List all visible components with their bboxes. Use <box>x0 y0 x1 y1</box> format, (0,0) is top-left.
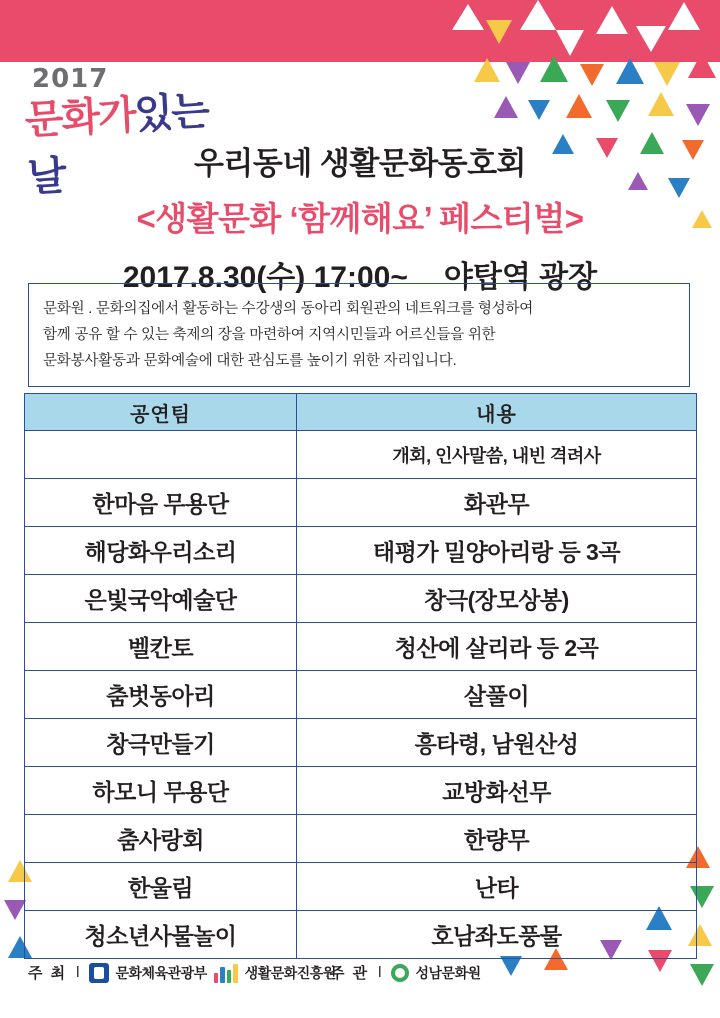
logo-line-a: 문화가 <box>23 92 136 144</box>
confetti-triangle <box>686 104 710 126</box>
cell-team: 벨칸토 <box>25 623 297 671</box>
host-group <box>28 962 336 983</box>
confetti-triangle <box>494 96 518 118</box>
host-separator: l <box>76 964 80 981</box>
column-header-content: 내용 <box>297 394 697 431</box>
cell-content: 흥타령, 남원산성 <box>297 719 697 767</box>
cell-team: 은빛국악예술단 <box>25 575 297 623</box>
event-date: 2017.8.30(수) 17:00~ <box>122 261 408 294</box>
table-row <box>25 719 697 767</box>
table-row <box>25 815 697 863</box>
poster-footer <box>0 954 720 1000</box>
cell-team: 하모니 무용단 <box>25 767 297 815</box>
confetti-triangle <box>528 100 550 120</box>
host-org-1: 문화체육관광부 <box>115 964 207 981</box>
description-line: 함께 공유 할 수 있는 축제의 장을 마련하여 지역시민들과 어르신들을 위한 <box>43 327 496 343</box>
table-row <box>25 671 697 719</box>
table-row <box>25 767 697 815</box>
culture-foundation-logo-icon <box>214 963 238 983</box>
cell-content: 태평가 밀양아리랑 등 3곡 <box>297 527 697 575</box>
cell-team: 해당화우리소리 <box>25 527 297 575</box>
confetti-triangle <box>606 100 630 122</box>
cell-content: 한량무 <box>297 815 697 863</box>
cell-content: 청산에 살리라 등 2곡 <box>297 623 697 671</box>
logo-line-b: 있는날 <box>26 88 209 201</box>
table-header-row <box>25 394 697 431</box>
cell-team: 청소년사물놀이 <box>25 911 297 959</box>
cell-content: 살풀이 <box>297 671 697 719</box>
description-line: 문화원 . 문화의집에서 활동하는 수강생의 동아리 회원관의 네트워크를 형성하여 <box>43 301 534 317</box>
cell-content: 화관무 <box>297 479 697 527</box>
logo-year: 2017 <box>32 64 109 94</box>
event-place: 야탑역 광장 <box>443 261 598 294</box>
cell-content: 교방화선무 <box>297 767 697 815</box>
cell-team: 춤사랑회 <box>25 815 297 863</box>
host-label: 주 최 <box>28 965 68 982</box>
organizer-group <box>330 962 481 983</box>
confetti-triangle <box>4 900 26 920</box>
cell-team: 한마음 무용단 <box>25 479 297 527</box>
table-row <box>25 575 697 623</box>
confetti-triangle <box>654 62 680 86</box>
program-table <box>24 393 697 959</box>
poster-headline <box>0 138 720 296</box>
cell-team: 창극만들기 <box>25 719 297 767</box>
table-row <box>25 431 697 479</box>
cell-content: 개회, 인사말씀, 내빈 격려사 <box>297 431 697 479</box>
headline-line-2: <생활문화 ‘함께해요’ 페스티벌> <box>136 200 584 237</box>
cell-content: 창극(장모상봉) <box>297 575 697 623</box>
cell-content: 호남좌도풍물 <box>297 911 697 959</box>
table-row <box>25 911 697 959</box>
table-row <box>25 623 697 671</box>
host-org-2: 생활문화진흥원 <box>244 964 336 981</box>
confetti-triangle <box>648 92 674 116</box>
headline-line-1: 우리동네 생활문화동호회 <box>193 146 527 181</box>
confetti-triangle <box>580 64 604 86</box>
cell-team <box>25 431 297 479</box>
table-row <box>25 479 697 527</box>
ministry-logo-icon <box>89 963 109 983</box>
description-box <box>28 283 690 387</box>
confetti-triangle <box>566 94 592 118</box>
cell-content: 난타 <box>297 863 697 911</box>
organizer-org: 성남문화원 <box>415 964 481 981</box>
confetti-triangle <box>506 62 530 84</box>
table-row <box>25 527 697 575</box>
organizer-label: 주 관 <box>330 965 370 982</box>
top-color-band <box>0 0 720 62</box>
organizer-separator: l <box>378 964 382 981</box>
table-row <box>25 863 697 911</box>
column-header-team: 공연팀 <box>25 394 297 431</box>
cell-team: 춤벗동아리 <box>25 671 297 719</box>
description-line: 문화봉사활동과 문화예술에 대한 관심도를 높이기 위한 자리입니다. <box>43 353 457 369</box>
cell-team: 한울림 <box>25 863 297 911</box>
seongnam-culture-logo-icon <box>391 964 409 982</box>
